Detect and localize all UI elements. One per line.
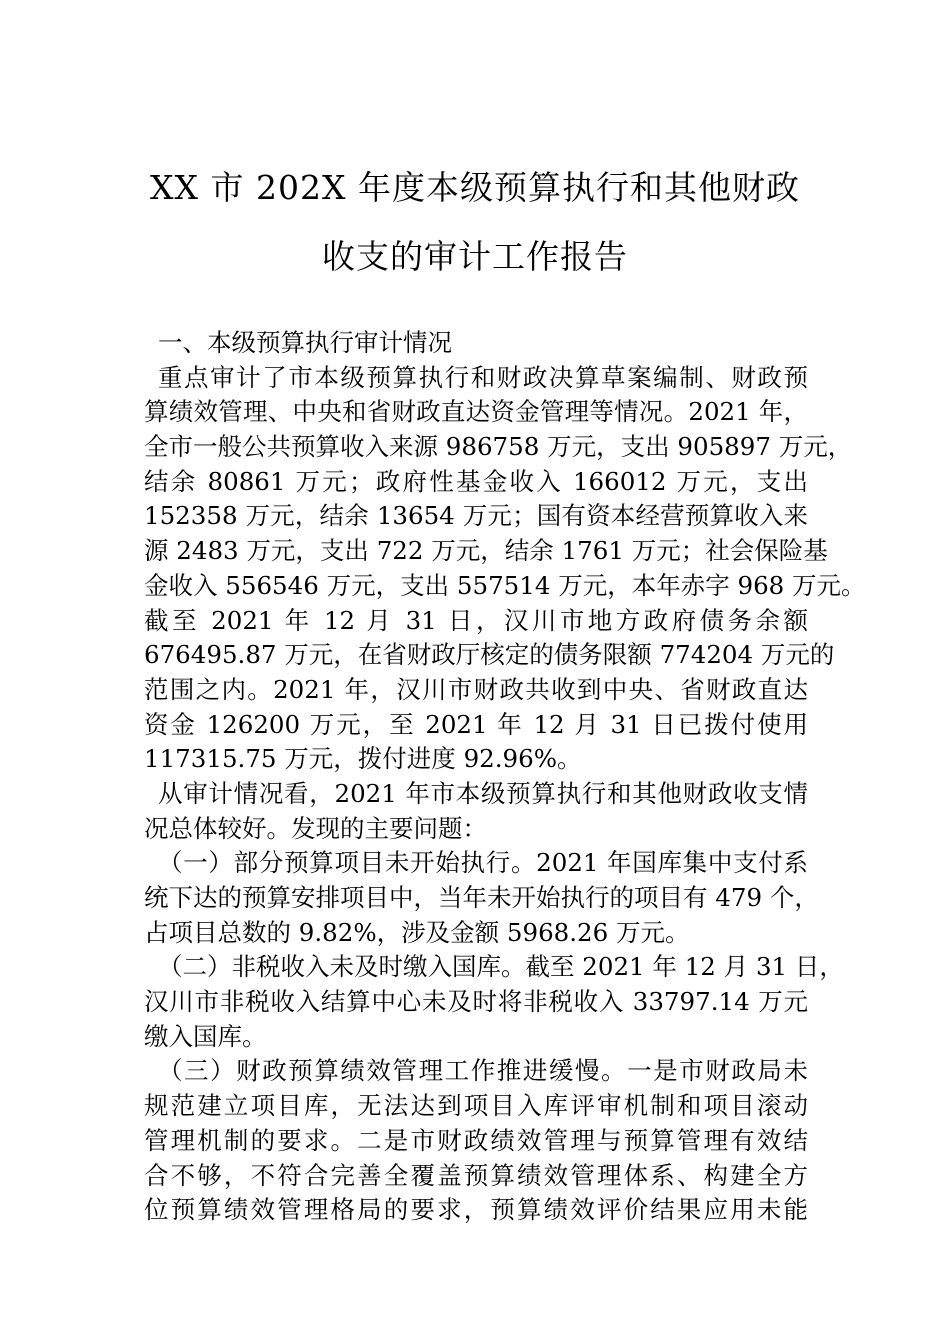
body-line: 占项目总数的 9.82%，涉及金额 5968.26 万元。 [144, 917, 690, 947]
body-line: 汉川市非税收入结算中心未及时将非税收入 33797.14 万元 [144, 987, 808, 1017]
body-line: 源 2483 万元，支出 722 万元，结余 1761 万元；社会保险基 [144, 536, 828, 566]
body-line: 全市一般公共预算收入来源 986758 万元，支出 905897 万元， [144, 432, 853, 462]
body-line: 金收入 556546 万元，支出 557514 万元，本年赤字 968 万元。 [144, 570, 866, 600]
body-line: （一）部分预算项目未开始执行。2021 年国库集中支付系 [158, 848, 808, 878]
body-line: 一、本级预算执行审计情况 [158, 328, 452, 357]
body-line: 重点审计了市本级预算执行和财政决算草案编制、财政预 [158, 362, 808, 392]
body-line: 位预算绩效管理格局的要求，预算绩效评价结果应用未能 [144, 1195, 808, 1225]
body-line: 范围之内。2021 年，汉川市财政共收到中央、省财政直达 [144, 674, 808, 704]
body-line: 规范建立项目库，无法达到项目入库评审机制和项目滚动 [144, 1091, 808, 1121]
document-title-line-2: 收支的审计工作报告 [322, 237, 628, 276]
body-line: 况总体较好。发现的主要问题： [144, 813, 487, 843]
document-title-line-1: XX 市 202X 年度本级预算执行和其他财政 [150, 168, 800, 207]
body-line: 676495.87 万元，在省财政厅核定的债务限额 774204 万元的 [144, 640, 835, 670]
body-line: 117315.75 万元，拨付进度 92.96%。 [144, 744, 582, 774]
body-line: 152358 万元，结余 13654 万元；国有资本经营预算收入来 [144, 501, 808, 531]
body-line: 缴入国库。 [144, 1021, 267, 1051]
body-line: 结余 80861 万元；政府性基金收入 166012 万元，支出 [144, 466, 808, 496]
body-line: （三）财政预算绩效管理工作推进缓慢。一是市财政局未 [158, 1056, 808, 1086]
body-line: 从审计情况看，2021 年市本级预算执行和其他财政收支情 [158, 778, 808, 808]
body-line: 资金 126200 万元，至 2021 年 12 月 31 日已拨付使用 [144, 709, 808, 739]
body-line: 合不够，不符合完善全覆盖预算绩效管理体系、构建全方 [144, 1160, 808, 1190]
body-line: 算绩效管理、中央和省财政直达资金管理等情况。2021 年， [144, 397, 808, 427]
body-line: 管理机制的要求。二是市财政绩效管理与预算管理有效结 [144, 1125, 808, 1155]
body-line: 截至 2021 年 12 月 31 日，汉川市地方政府债务余额 [144, 605, 808, 635]
body-line: （二）非税收入未及时缴入国库。截至 2021 年 12 月 31 日， [158, 952, 844, 982]
document-body [144, 326, 866, 1228]
body-line: 统下达的预算安排项目中，当年未开始执行的项目有 479 个， [144, 883, 819, 912]
